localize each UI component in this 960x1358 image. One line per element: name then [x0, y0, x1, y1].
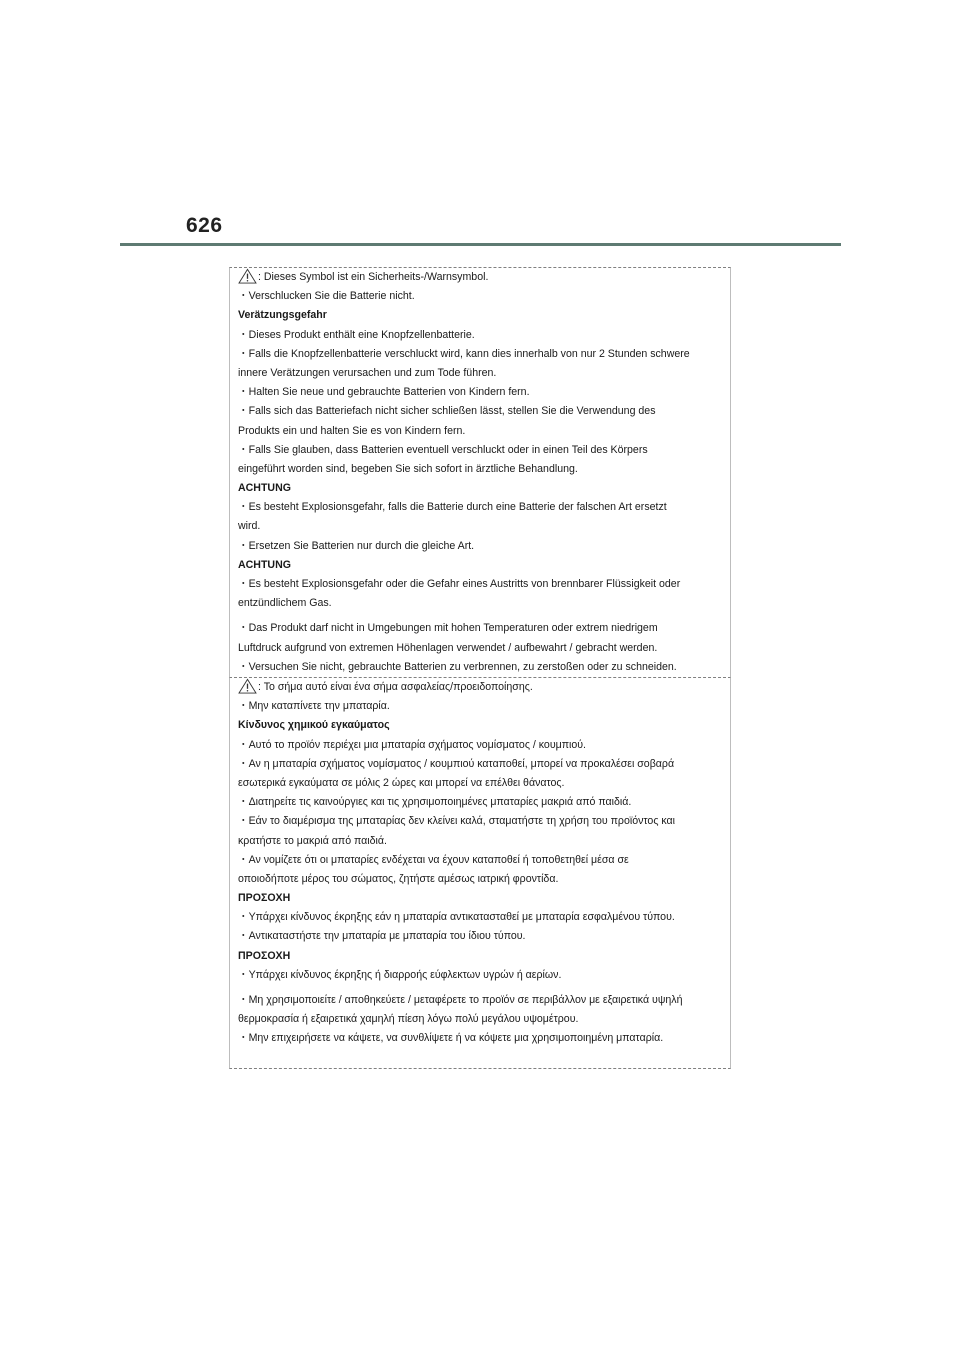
text-line: Luftdruck aufgrund von extremen Höhenlagen verwendet / aufbewahrt / gebracht werden. — [238, 641, 658, 654]
greek-lines — [238, 678, 726, 1049]
text-line: κρατήστε το μακριά από παιδιά. — [238, 834, 387, 847]
text-line: eingeführt worden sind, begeben Sie sich sofort in ärztliche Behandlung. — [238, 462, 578, 475]
text-line: ・Es besteht Explosionsgefahr oder die Gefahr eines Austritts von brennbarer Flüssigkeit oder — [238, 578, 681, 590]
greek-warning-box — [229, 677, 731, 1069]
text-line: ・Υπάρχει κίνδυνος έκρηξης εάν η μπαταρία αντικατασταθεί με μπαταρία εσφαλμένου τύπου. — [238, 911, 675, 924]
text-line: ・Αντικαταστήστε την μπαταρία με μπαταρία του ίδιου τύπου. — [238, 930, 526, 943]
section-heading: ACHTUNG — [238, 482, 291, 495]
text-line: entzündlichem Gas. — [238, 597, 332, 610]
text-line: θερμοκρασία ή εξαιρετικά χαμηλή πίεση λόγω πολύ μεγάλου υψομέτρου. — [238, 1013, 579, 1026]
text-line: ・Falls die Knopfzellenbatterie verschluckt wird, kann dies innerhalb von nur 2 Stunden schwere — [238, 347, 690, 360]
text-line: ・Falls sich das Batteriefach nicht sicher schließen lässt, stellen Sie die Verwendung des — [238, 405, 656, 418]
text-line: ・Διατηρείτε τις καινούργιες και τις χρησιμοποιημένες μπαταρίες μακριά από παιδιά. — [238, 796, 632, 809]
text-line: ・Μην καταπίνετε την μπαταρία. — [238, 700, 390, 713]
text-line: Produkts ein und halten Sie es von Kindern fern. — [238, 424, 466, 437]
section-heading: ΠΡΟΣΟΧΗ — [238, 949, 291, 962]
text-line: εσωτερικά εγκαύματα σε μόλις 2 ώρες και μπορεί να επέλθει θάνατος. — [238, 776, 565, 789]
section-heading: ΠΡΟΣΟΧΗ — [238, 892, 291, 905]
text-line: wird. — [238, 520, 261, 533]
text-line: ・Dieses Produkt enthält eine Knopfzellenbatterie. — [238, 328, 475, 341]
warning-triangle-icon — [238, 268, 257, 284]
text-line: innere Verätzungen verursachen und zum Tode führen. — [238, 366, 497, 379]
text-line: ・Verschlucken Sie die Batterie nicht. — [238, 290, 415, 303]
text-line: ・Versuchen Sie nicht, gebrauchte Batterien zu verbrennen, zu zerstoßen oder zu schneiden. — [238, 660, 677, 673]
text-line: ・Das Produkt darf nicht in Umgebungen mit hohen Temperaturen oder extrem niedrigem — [238, 622, 658, 635]
text-line: ・Αν η μπαταρία σχήματος νομίσματος / κουμπιού καταποθεί, μπορεί να προκαλέσει σοβαρά — [238, 757, 675, 770]
greek-warning-symbol-line — [238, 678, 726, 697]
text-line: οποιοδήποτε μέρος του σώματος, ζητήστε αμέσως ιατρική φροντίδα. — [238, 872, 559, 885]
text-line: ・Αυτό το προϊόν περιέχει μια μπαταρία σχήματος νομίσματος / κουμπιού. — [238, 738, 587, 751]
text-line: ・Ersetzen Sie Batterien nur durch die gleiche Art. — [238, 539, 475, 552]
text-line: ・Halten Sie neue und gebrauchte Batterien von Kindern fern. — [238, 386, 530, 399]
german-warning-symbol-text: : Dieses Symbol ist ein Sicherheits-/Warnsymbol. — [258, 271, 489, 283]
section-heading: Verätzungsgefahr — [238, 309, 327, 322]
text-line: ・Υπάρχει κίνδυνος έκρηξης ή διαρροής εύφλεκτων υγρών ή αερίων. — [238, 968, 562, 981]
header-rule — [120, 243, 841, 246]
german-warning-box — [229, 267, 731, 677]
text-line: ・Es besteht Explosionsgefahr, falls die Batterie durch eine Batterie der falschen Art ersetzt — [238, 501, 667, 514]
text-line: ・Αν νομίζετε ότι οι μπαταρίες ενδέχεται να έχουν καταποθεί ή τοποθετηθεί μέσα σε — [238, 853, 629, 866]
greek-warning-symbol-text: : Το σήμα αυτό είναι ένα σήμα ασφαλείας/προειδοποίησης. — [258, 681, 533, 693]
text-line: ・Μη χρησιμοποιείτε / αποθηκεύετε / μεταφέρετε το προϊόν σε περιβάλλον με εξαιρετικά υψηλή — [238, 994, 683, 1006]
text-line: ・Εάν το διαμέρισμα της μπαταρίας δεν κλείνει καλά, σταματήστε τη χρήση του προϊόντος και — [238, 815, 676, 828]
german-lines — [238, 268, 726, 677]
text-line: ・Μην επιχειρήσετε να κάψετε, να συνθλίψετε ή να κόψετε μια χρησιμοποιημένη μπαταρία. — [238, 1032, 664, 1045]
page-number: 626 — [186, 214, 223, 237]
section-heading: Κίνδυνος χημικού εγκαύματος — [238, 719, 390, 732]
section-heading: ACHTUNG — [238, 558, 291, 571]
text-line: ・Falls Sie glauben, dass Batterien eventuell verschluckt oder in einen Teil des Körpers — [238, 443, 648, 456]
german-warning-symbol-line — [238, 268, 726, 287]
warning-triangle-icon — [238, 678, 257, 694]
